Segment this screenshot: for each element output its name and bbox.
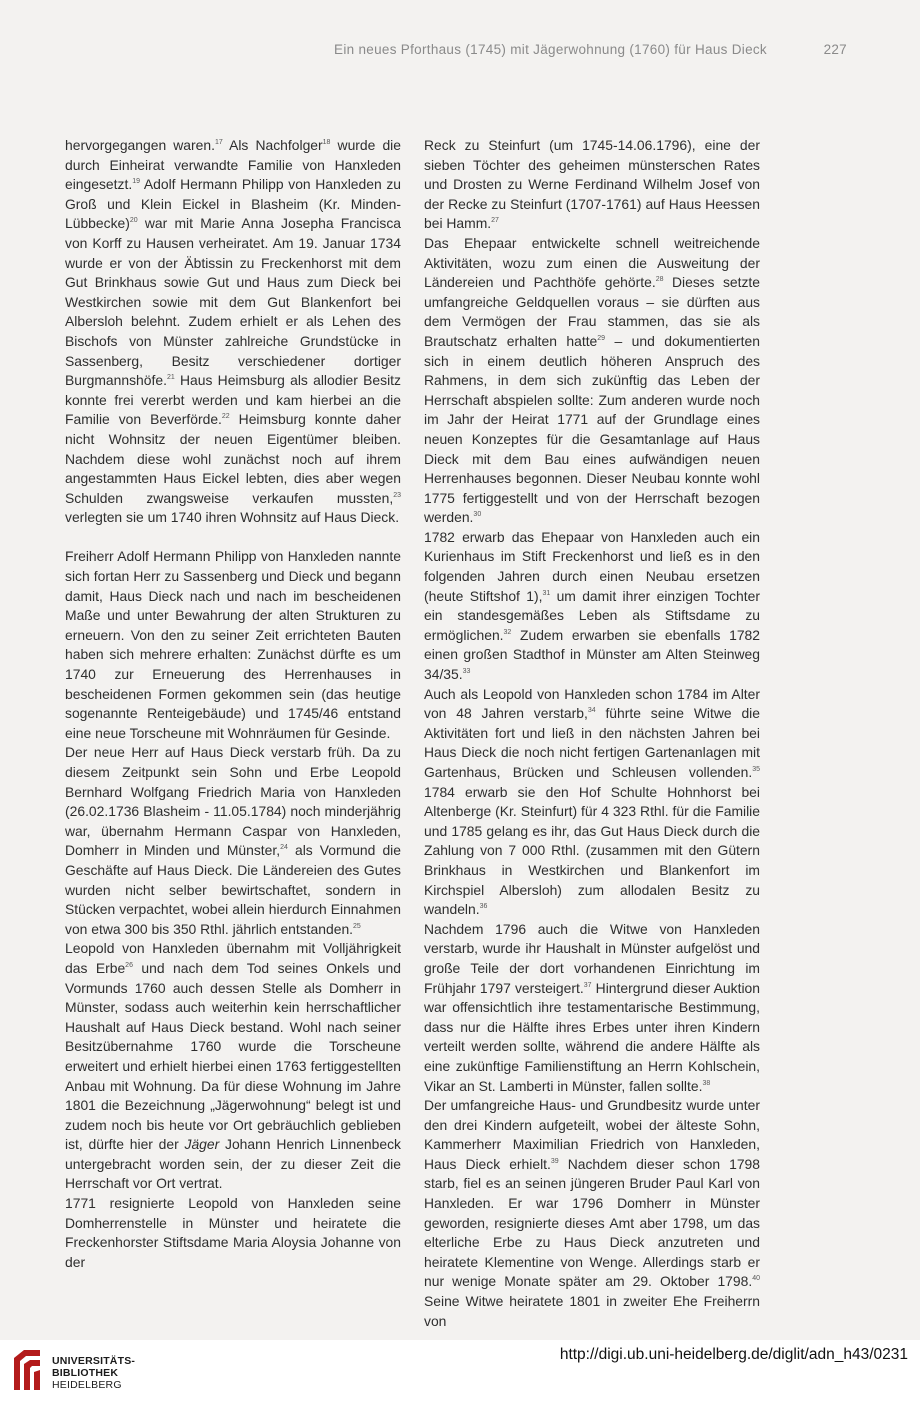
footnote-marker: 23 — [393, 491, 401, 499]
text-run: als Vormund die Geschäfte auf Haus Dieck. Die Ländereien des Gutes wurden nicht selber bewirtschaftet, sondern in Stücken verpachtet, wobei allein hierdurch Einnahmen von etwa 300 bis 350 Rthl. jährlich entstanden. — [65, 842, 401, 937]
logo-line: BIBLIOTHEK — [52, 1367, 119, 1379]
footnote-marker: 24 — [280, 844, 288, 852]
page-number: 227 — [823, 42, 847, 57]
paragraph — [65, 1194, 401, 1272]
text-run: führte seine Witwe die Aktivitäten fort und ließ in den nächsten Jahren bei Haus Dieck die noch nicht fertigen Gartenanlagen mit Gartenhaus, Brücken und Schleusen vollenden. — [424, 705, 760, 780]
footnote-marker: 22 — [221, 413, 230, 421]
footnote-marker: 34 — [587, 707, 596, 715]
text-run: Seine Witwe heiratete 1801 in zweiter Ehe Freiherrn von — [424, 1293, 760, 1329]
text-run: Nachdem dieser schon 1798 starb, fiel es an seinen jüngeren Bruder Paul Karl von Hanxleden. Er war 1796 Domherr in Münster geworden, resignierte dieses Amt aber 1798, um das elterliche Erbe zu Haus Dieck anzutreten und heiratete Klementine von Wenge. Allerdings starb er nur wenige Monate später am 29. Oktober 1798. — [424, 1155, 760, 1290]
text-run: 1784 erwarb sie den Hof Schulte Hohnhorst bei Altenberge (Kr. Steinfurt) für 4 323 Rthl. für die Familie und 1785 gelang es ihr, das Gut Haus Dieck durch die Zahlung von 7 000 Rthl. (zusammen mit den Gütern Brinkhaus in Westkirchen und Blankenfort im Kirchspiel Albersloh) zum allodalen Besitz zu wandeln. — [424, 783, 760, 918]
text-run: 1782 erwarb das Ehepaar von Hanxleden auch ein Kurienhaus im Stift Freckenhorst und ließ es in den folgenden Jahren durch einen Neubau ersetzen (heute Stiftshof 1), — [424, 528, 760, 604]
text-run: war mit Marie Anna Josepha Francisca von Korff zu Hausen verheiratet. Am 19. Januar 1734 wurde er von der Äbtissin zu Freckenhorst mit dem Gut Brinkhaus sowie Gut und Haus zum Dieck bei Westkirchen sowie mit dem Gut Blankenfort bei Albersloh belehnt. Zudem erhielt er als Lehen des Bischofs von Münster zahlreiche Grundstücke in Sassenberg, Besitz verschiedener dortiger Burgmannshöfe. — [65, 215, 401, 389]
text-run: Heimsburg konnte daher nicht Wohnsitz der neuen Eigentümer bleiben. Nachdem diese wohl zunächst noch auf ihrem angestammten Haus Eickel lebten, dies aber wegen Schulden zwangsweise verkaufen mussten, — [65, 411, 401, 506]
text-run: verlegten sie um 1740 ihren Wohnsitz auf Haus Dieck. — [65, 509, 400, 526]
logo-line: UNIVERSITÄTS- — [52, 1355, 136, 1367]
text-run: Haus Heimsburg als allodier Besitz konnte frei vererbt werden und kam hierbei an die Familie von Beverförde. — [65, 372, 401, 428]
text-run: Zudem erwarben sie ebenfalls 1782 einen großen Stadthof in Münster am Alten Steinweg 34/35. — [424, 626, 760, 683]
paragraph — [65, 136, 401, 528]
footnote-marker: 33 — [462, 668, 471, 676]
footnote-marker: 36 — [479, 903, 488, 911]
text-run: Dieses setzte umfangreiche Geldquellen voraus – sie dürften aus dem Vermögen der Frau stammen, das sie als Brautschatz erhalten hatte — [424, 274, 760, 349]
footnote-marker: 21 — [166, 374, 175, 382]
paragraph — [65, 743, 401, 939]
permalink-url[interactable]: http://digi.ub.uni-heidelberg.de/diglit/adn_h43/0231 — [559, 1346, 908, 1363]
text-run: Hintergrund dieser Auktion war offensichtlich ihre testamentarische Bestimmung, dass nur die Hälfte ihres Erbes unter ihren Kindern verteilt werden sollte, während die andere Hälfte als eine zukünftige Familienstiftung an Herrn Kohlschein, Vikar an St. Lamberti in Münster, fallen sollte. — [424, 979, 760, 1094]
text-run: Auch als Leopold von Hanxleden schon 1784 im Alter von 48 Jahren verstarb, — [424, 685, 760, 722]
footnote-marker: 35 — [752, 766, 760, 773]
text-run: Leopold von Hanxleden übernahm mit Volljährigkeit das Erbe — [65, 940, 401, 976]
text-run: und nach dem Tod seines Onkels und Vormunds 1760 auch dessen Stelle als Domherr in Münster, sodass auch weiterhin kein herrschaftlicher Haushalt auf Haus Dieck bestand. Wohl nach seiner Besitzübernahme 1760 wurde die Torscheune erweitert und erhielt hierbei einen 1763 fertiggestellten Anbau mit Wohnung. Da für diese Wohnung im Jahre 1801 die Bezeichnung „Jägerwohnung“ belegt ist und zudem noch bis heute vor Ort gebräuchlich geblieben ist, dürfte hier der — [65, 959, 401, 1153]
footnote-marker: 17 — [214, 139, 223, 146]
left-column — [65, 136, 401, 1272]
text-run: hervorgegangen waren. — [65, 137, 215, 153]
footnote-marker: 31 — [542, 589, 551, 597]
text-run: Reck zu Steinfurt (um 1745-14.06.1796), eine der sieben Töchter des geheimen münsterschen Rates und Drosten zu Werne Ferdinand Wilhelm Josef von der Recke zu Steinfurt (1707-1761) auf Haus Heessen bei Hamm. — [424, 137, 760, 232]
paragraph — [424, 920, 760, 1096]
paragraph — [424, 136, 760, 234]
paragraph — [424, 234, 760, 528]
footnote-marker: 25 — [353, 922, 361, 930]
footnote-marker: 32 — [503, 628, 512, 636]
text-run: Das Ehepaar entwickelte schnell weitreichende Aktivitäten, wozu zum einen die Ausweitung der Ländereien und Pachthöfe gehörte. — [424, 234, 760, 291]
text-run: Der neue Herr auf Haus Dieck verstarb früh. Da zu diesem Zeitpunkt sein Sohn und Erbe Leopold Bernhard Wolfgang Friedrich Maria von Hanxleden (26.02.1736 Blasheim - 11.05.1784) noch minderjährig war, übernahm Hermann Caspar von Hanxleden, Domherr in Minden und Münster, — [65, 744, 401, 859]
text-run: Nachdem 1796 auch die Witwe von Hanxleden verstarb, wurde ihr Haushalt in Münster aufgelöst und große Teile der dort vorhandenen Einrichtung im Frühjahr 1797 versteigert. — [424, 920, 760, 996]
paragraph — [424, 1096, 760, 1331]
footnote-marker: 40 — [752, 1275, 760, 1283]
library-logo-text — [52, 1355, 135, 1391]
italic-term: Jäger — [184, 1136, 220, 1153]
text-run: Als Nachfolger — [222, 137, 323, 153]
footnote-marker: 20 — [129, 217, 138, 225]
paragraph — [424, 685, 760, 920]
text-run: Der umfangreiche Haus- und Grundbesitz wurde unter den drei Kindern aufgeteilt, wobei der älteste Sohn, Kammerherr Maximilian Friedrich von Hanxleden, Haus Dieck erhielt. — [424, 1097, 760, 1172]
footnote-marker: 18 — [322, 139, 331, 146]
paragraph — [424, 528, 760, 685]
footnote-marker: 27 — [491, 217, 499, 225]
text-run: um damit ihrer einzigen Tochter ein standesgemäßes Leben als Stiftsdame zu ermöglichen. — [424, 587, 760, 643]
paragraph — [65, 939, 401, 1194]
footnote-marker: 37 — [583, 981, 592, 989]
text-run: Freiherr Adolf Hermann Philipp von Hanxleden nannte sich fortan Herr zu Sassenberg und Dieck und begann damit, Haus Dieck nach und nach im bescheidenen Maße und unter Bewahrung der alten Strukturen zu erneuern. Von den zu seiner Zeit errichteten Bauten haben sich mehrere erhalten: Zunächst dürfte es um 1740 zur Erneuerung des Herrenhauses in bescheidenen Formen gekommen sein (das heutige sogenannte Renteigebäude) und 1745/46 entstand eine neue Torscheune mit Wohnräumen für Gesinde. — [65, 548, 401, 741]
footnote-marker: 30 — [473, 511, 482, 519]
text-run: Johann Henrich Linnenbeck untergebracht worden sein, der zu dieser Zeit die Herrschaft vor Ort vertrat. — [65, 1136, 401, 1192]
paragraph — [65, 547, 401, 743]
footnote-marker: 39 — [550, 1157, 559, 1165]
logo-line: HEIDELBERG — [52, 1379, 122, 1391]
footnote-marker: 19 — [132, 178, 140, 186]
footnote-marker: 28 — [655, 276, 664, 284]
text-run: 1771 resignierte Leopold von Hanxleden seine Domherrenstelle in Münster und heiratete die Freckenhorster Stiftsdame Maria Aloysia Johanne von der — [65, 1195, 401, 1270]
text-run: – und dokumentierten sich in einem deutlich höheren Anspruch des Rahmens, in dem sich zukünftig das Leben der Herrschaft abspielen sollte: Zum anderen wurde noch im Jahr der Heirat 1771 auf der Grundlage eines neuen Konzeptes für die Gesamtanlage auf Haus Dieck mit dem Bau eines aufwändigen neuen Herrenhauses begonnen. Dieser Neubau konnte wohl 1775 fertiggestellt und von der Herrschaft bezogen werden. — [424, 332, 760, 526]
footnote-marker: 26 — [125, 961, 133, 969]
library-logo-icon — [10, 1346, 44, 1392]
footnote-marker: 29 — [597, 334, 606, 342]
text-run: Adolf Hermann Philipp von Hanxleden zu Groß und Klein Eickel in Blasheim (Kr. Minden-Lübbecke) — [65, 176, 401, 232]
footnote-marker: 38 — [702, 1079, 711, 1087]
right-column — [424, 136, 760, 1331]
running-head-title: Ein neues Pforthaus (1745) mit Jägerwohnung (1760) für Haus Dieck — [334, 42, 767, 57]
text-run: wurde die durch Einheirat verwandte Familie von Hanxleden eingesetzt. — [65, 137, 401, 193]
